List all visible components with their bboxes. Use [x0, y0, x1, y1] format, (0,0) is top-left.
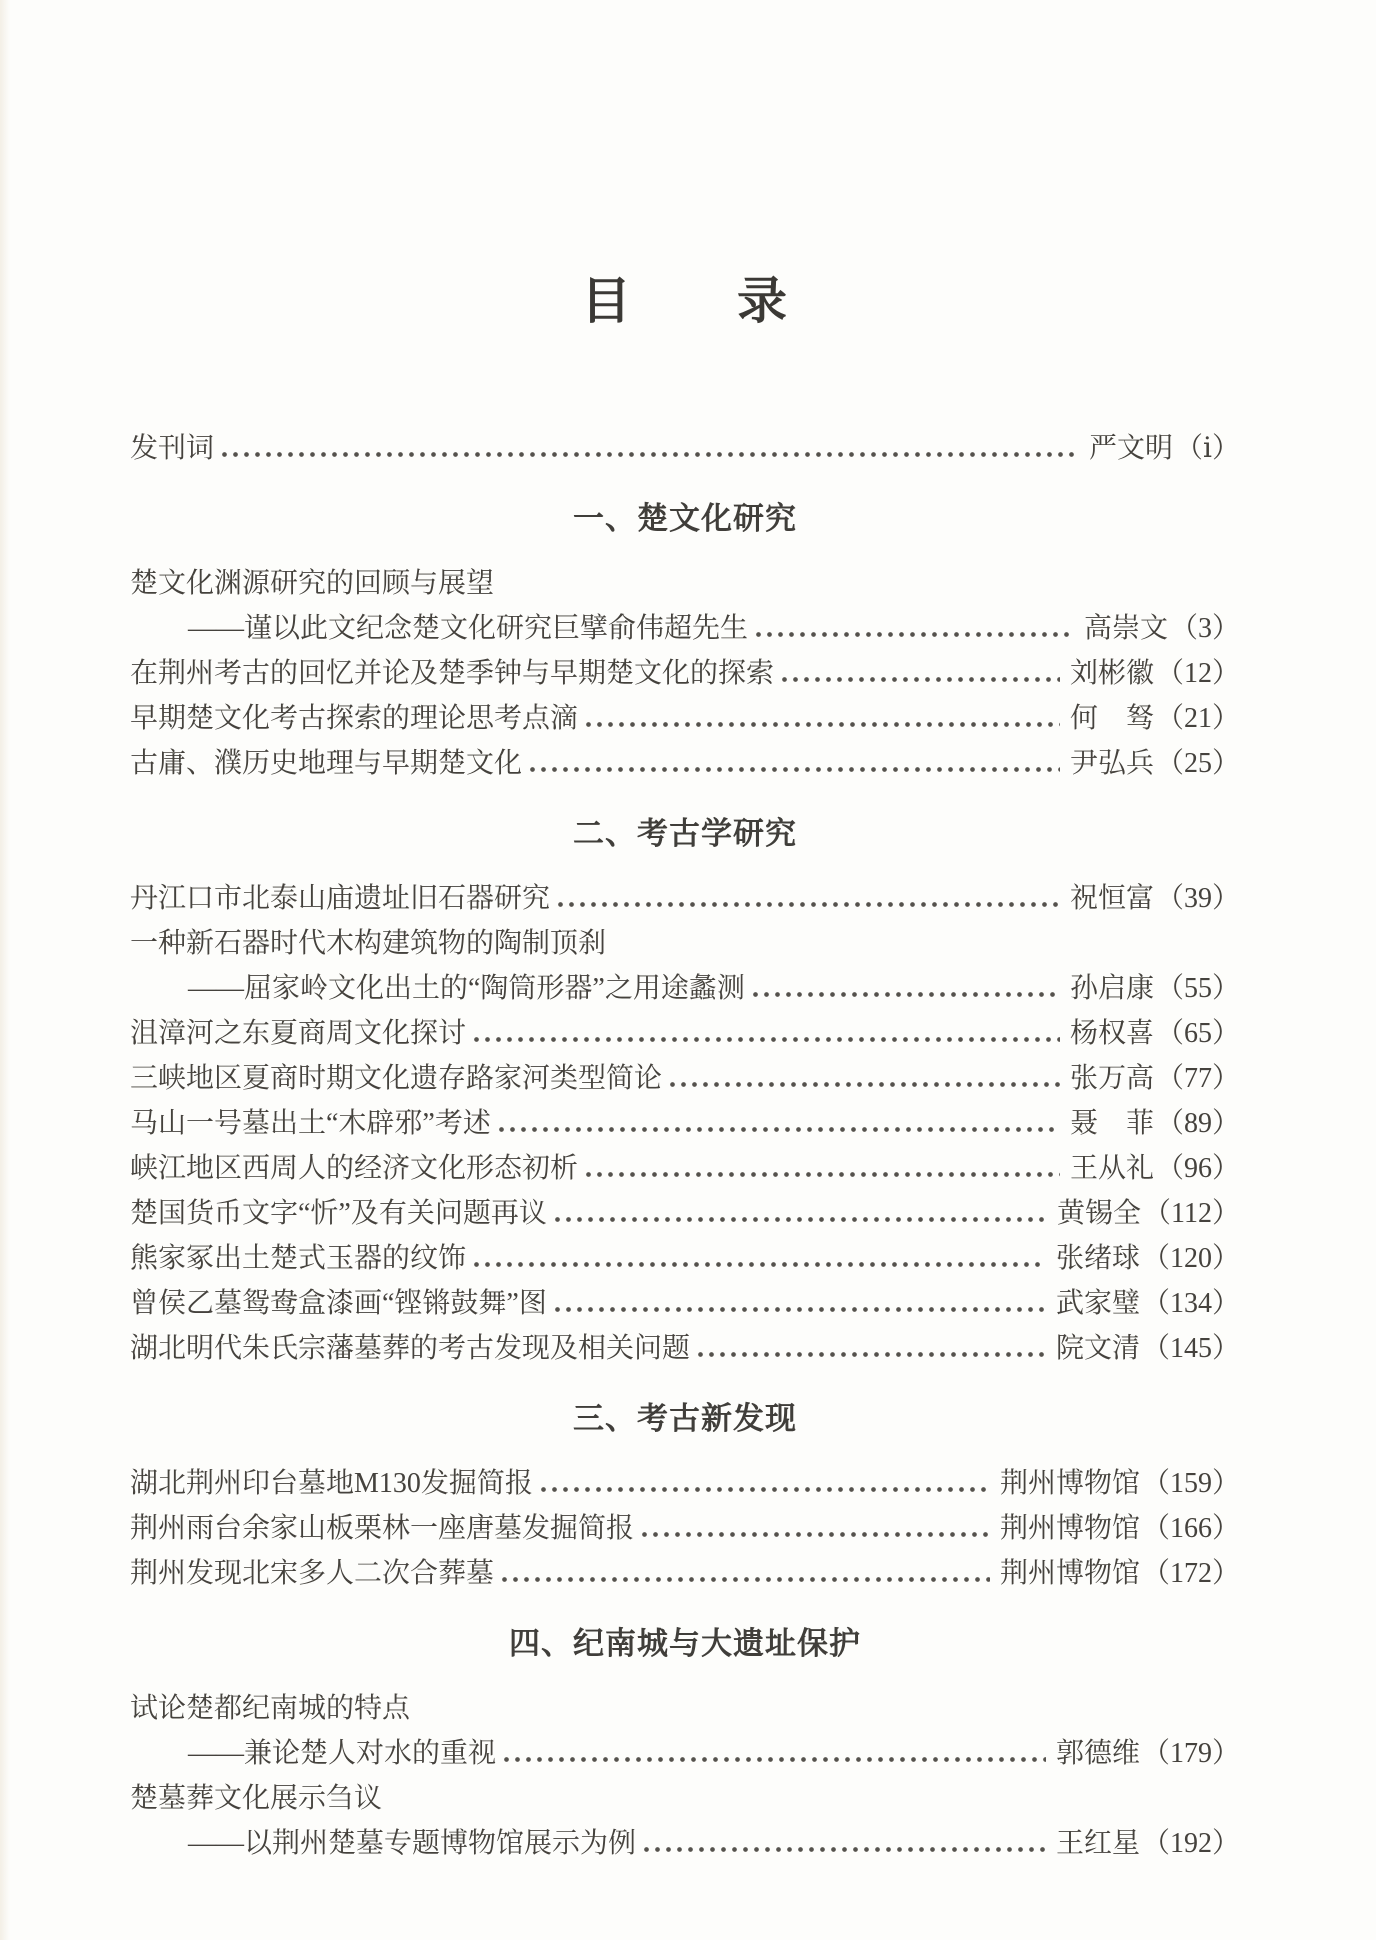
toc-entry: [130, 1506, 1240, 1551]
entry-author: 荆州博物馆: [999, 1468, 1140, 1499]
entry-page-number: （192）: [1141, 1828, 1240, 1859]
entry-author: 张绪球: [1055, 1243, 1140, 1274]
entry-title: 荆州发现北宋多人二次合葬墓: [130, 1558, 495, 1589]
entry-page-number: （39）: [1155, 883, 1240, 914]
entry-title: 沮漳河之东夏商周文化探讨: [130, 1018, 467, 1049]
entry-author: 王红星: [1055, 1828, 1140, 1859]
entry-author: 杨权喜: [1069, 1018, 1154, 1049]
toc-title: 目 录: [581, 273, 789, 329]
dot-leader: [555, 1217, 1047, 1222]
entry-page-number: （112）: [1143, 1198, 1240, 1229]
entry-title-line: 楚文化渊源研究的回顾与展望: [130, 568, 495, 599]
entry-page-number: （166）: [1141, 1513, 1240, 1544]
toc-entry: [130, 1281, 1240, 1326]
toc-entry: [130, 1101, 1240, 1146]
entry-page-number: （ⅰ）: [1175, 433, 1240, 464]
dot-leader: [644, 1847, 1046, 1852]
entry-author: 祝恒富: [1069, 883, 1154, 914]
entry-page-number: （179）: [1141, 1738, 1240, 1769]
entry-author: 张万高: [1069, 1063, 1154, 1094]
toc-entry: [130, 696, 1240, 741]
entry-page-number: （172）: [1141, 1558, 1240, 1589]
entry-page-number: （159）: [1141, 1468, 1240, 1499]
toc-entry: [130, 1821, 1240, 1866]
dot-leader: [698, 1352, 1046, 1357]
entry-page-number: （145）: [1141, 1333, 1240, 1364]
dot-leader: [753, 992, 1060, 997]
dot-leader: [499, 1127, 1060, 1132]
entry-page-number: （77）: [1155, 1063, 1240, 1094]
dot-leader: [586, 722, 1060, 727]
entry-title: 湖北荆州印台墓地M130发掘简报: [130, 1468, 533, 1499]
entry-page-number: （134）: [1141, 1288, 1240, 1319]
entry-page-number: （96）: [1155, 1153, 1240, 1184]
entry-author: 刘彬徽: [1069, 658, 1154, 689]
entry-title: 马山一号墓出土“木辟邪”考述: [130, 1108, 491, 1139]
dot-leader: [222, 452, 1079, 457]
dot-leader: [504, 1757, 1046, 1762]
toc-entry: [130, 426, 1240, 471]
entry-author: 院文清: [1055, 1333, 1140, 1364]
entry-title: 荆州雨台余家山板栗林一座唐墓发掘简报: [130, 1513, 635, 1544]
entry-author: 荆州博物馆: [999, 1513, 1140, 1544]
entry-author: 尹弘兵: [1069, 748, 1154, 779]
entry-title: ——屈家岭文化出土的“陶筒形器”之用途蠡测: [188, 973, 745, 1004]
entry-title: 峡江地区西周人的经济文化形态初析: [130, 1153, 579, 1184]
entry-page-number: （12）: [1155, 658, 1240, 689]
entry-author: 高崇文: [1083, 613, 1168, 644]
entry-author: 何 驽: [1069, 703, 1154, 734]
toc-entry: [130, 1236, 1240, 1281]
entry-author: 孙启康: [1069, 973, 1154, 1004]
entry-title: 早期楚文化考古探索的理论思考点滴: [130, 703, 579, 734]
toc-entry: [130, 966, 1240, 1011]
toc-body: [130, 426, 1240, 1866]
dot-leader: [530, 767, 1060, 772]
entry-title: 三峡地区夏商时期文化遗存路家河类型简论: [130, 1063, 663, 1094]
toc-entry: [130, 1011, 1240, 1056]
section-heading: 一、楚文化研究: [573, 501, 797, 536]
section-heading: 三、考古新发现: [573, 1401, 797, 1436]
dot-leader: [474, 1037, 1060, 1042]
toc-entry: [130, 606, 1240, 651]
dot-leader: [474, 1262, 1046, 1267]
entry-title: 湖北明代朱氏宗藩墓葬的考古发现及相关问题: [130, 1333, 691, 1364]
dot-leader: [555, 1307, 1046, 1312]
section-heading: 二、考古学研究: [573, 816, 797, 851]
entry-author: 严文明: [1089, 433, 1174, 464]
entry-author: 黄锡全: [1057, 1198, 1142, 1229]
entry-page-number: （120）: [1141, 1243, 1240, 1274]
toc-entry: [130, 1551, 1240, 1596]
entry-page-number: （25）: [1155, 748, 1240, 779]
toc-entry: [130, 651, 1240, 696]
toc-entry: [130, 1461, 1240, 1506]
dot-leader: [756, 632, 1074, 637]
entry-title: ——谨以此文纪念楚文化研究巨擘俞伟超先生: [188, 613, 749, 644]
entry-author: 王从礼: [1069, 1153, 1154, 1184]
dot-leader: [502, 1577, 990, 1582]
entry-title-line: 试论楚都纪南城的特点: [130, 1693, 411, 1724]
entry-author: 荆州博物馆: [999, 1558, 1140, 1589]
toc-entry: [130, 741, 1240, 786]
entry-title-line: 一种新石器时代木构建筑物的陶制顶刹: [130, 928, 607, 959]
toc-entry: [130, 1731, 1240, 1776]
dot-leader: [558, 902, 1060, 907]
entry-page-number: （89）: [1155, 1108, 1240, 1139]
toc-entry: [130, 1056, 1240, 1101]
entry-title-line: 楚墓葬文化展示刍议: [130, 1783, 383, 1814]
entry-author: 武家璧: [1055, 1288, 1140, 1319]
dot-leader: [586, 1172, 1060, 1177]
dot-leader: [670, 1082, 1060, 1087]
entry-author: 郭德维: [1055, 1738, 1140, 1769]
entry-title: 丹江口市北泰山庙遗址旧石器研究: [130, 883, 551, 914]
entry-title: 发刊词: [130, 433, 215, 464]
entry-title: 楚国货币文字“忻”及有关问题再议: [130, 1198, 547, 1229]
entry-page-number: （65）: [1155, 1018, 1240, 1049]
dot-leader: [541, 1487, 990, 1492]
entry-title: ——兼论楚人对水的重视: [188, 1738, 497, 1769]
toc-entry: [130, 876, 1240, 921]
entry-page-number: （21）: [1155, 703, 1240, 734]
toc-entry: [130, 1146, 1240, 1191]
entry-page-number: （3）: [1169, 613, 1240, 644]
dot-leader: [642, 1532, 990, 1537]
toc-entry: [130, 1326, 1240, 1371]
entry-title: 曾侯乙墓鸳鸯盒漆画“铿锵鼓舞”图: [130, 1288, 547, 1319]
entry-page-number: （55）: [1155, 973, 1240, 1004]
entry-author: 聂 菲: [1069, 1108, 1154, 1139]
dot-leader: [782, 677, 1060, 682]
entry-title: 熊家冢出土楚式玉器的纹饰: [130, 1243, 467, 1274]
entry-title: 古庸、濮历史地理与早期楚文化: [130, 748, 523, 779]
entry-title: ——以荆州楚墓专题博物馆展示为例: [188, 1828, 637, 1859]
entry-title: 在荆州考古的回忆并论及楚季钟与早期楚文化的探索: [130, 658, 775, 689]
toc-entry: [130, 1191, 1240, 1236]
section-heading: 四、纪南城与大遗址保护: [509, 1626, 861, 1661]
